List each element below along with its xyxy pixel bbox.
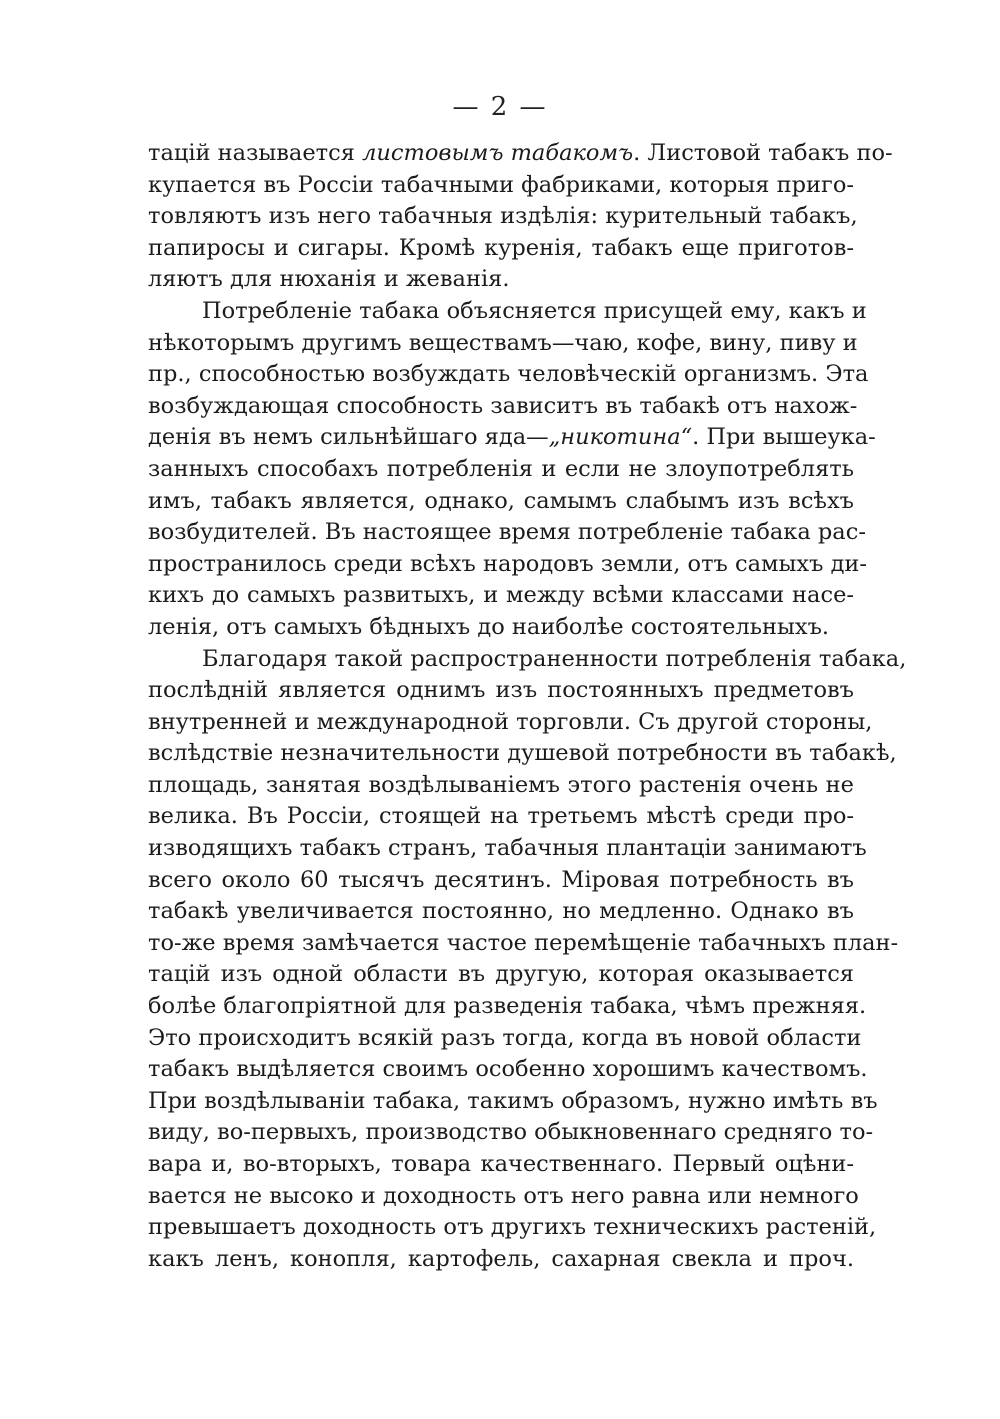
text-line: вслѣдствіе незначительности душевой потребности въ табакѣ,	[148, 740, 897, 767]
text-line: ленія, отъ самыхъ бѣдныхъ до наиболѣе состоятельныхъ.	[148, 613, 830, 640]
italic-term: „никотина“	[548, 424, 693, 451]
paragraph-2	[148, 296, 876, 644]
text-line: купается въ Россіи табачными фабриками, которыя приго-	[148, 171, 854, 198]
text-run: тацій называется	[148, 140, 363, 166]
text-line: возбудителей. Въ настоящее время потребленіе табака рас-	[148, 519, 866, 546]
text-line: болѣе благопріятной для разведенія табака, чѣмъ прежняя.	[148, 993, 867, 1020]
text-line: виду, во-первыхъ, производство обыкновеннаго средняго то-	[148, 1119, 874, 1146]
paragraph-1	[148, 138, 893, 296]
text-line: изводящихъ табакъ странъ, табачныя плантаціи занимаютъ	[148, 835, 867, 862]
text-line: послѣдній является однимъ изъ постоянныхъ предметовъ	[148, 677, 854, 704]
text-line: тацій изъ одной области въ другую, которая оказывается	[148, 961, 854, 988]
text-run: денія въ немъ сильнѣйшаго яда—	[148, 424, 549, 451]
text-line: При воздѣлываніи табака, такимъ образомъ, нужно имѣть въ	[148, 1087, 878, 1114]
text-line: пр., способностью возбуждать человѣческій организмъ. Эта	[148, 361, 869, 388]
text-line: велика. Въ Россіи, стоящей на третьемъ мѣстѣ среди про-	[148, 803, 854, 830]
italic-term: листовымъ табакомъ	[362, 140, 634, 166]
text-line: всего около 60 тысячъ десятинъ. Міровая потребность въ	[148, 866, 854, 893]
text-line: Потребленіе табака объясняется присущей ему, какъ и	[202, 297, 867, 324]
page-number: — 2 —	[452, 92, 548, 122]
text-line: превышаетъ доходность отъ другихъ техническихъ растеній,	[148, 1214, 877, 1241]
text-line: вается не высоко и доходность отъ него равна или немного	[148, 1182, 859, 1209]
text-line: внутренней и международной торговли. Съ другой стороны,	[148, 708, 873, 735]
body-text	[148, 138, 907, 1275]
text-line: табакъ выдѣляется своимъ особенно хорошимъ качествомъ.	[148, 1056, 868, 1083]
text-line	[148, 138, 893, 170]
text-line: возбуждающая способность зависитъ въ табакѣ отъ нахож-	[148, 392, 858, 419]
text-line: пространилось среди всѣхъ народовъ земли, отъ самыхъ ди-	[148, 550, 868, 577]
text-line: то-же время замѣчается частое перемѣщеніе табачныхъ план-	[148, 929, 899, 956]
text-line: вара и, во-вторыхъ, товара качественнаго. Первый оцѣни-	[148, 1151, 854, 1177]
text-line: Это происходитъ всякій разъ тогда, когда въ новой области	[148, 1024, 862, 1051]
text-run: . Листовой табакъ по-	[633, 140, 893, 166]
text-line: занныхъ способахъ потребленія и если не злоупотреблять	[148, 455, 854, 482]
text-line: папиросы и сигары. Кромѣ куренія, табакъ еще приготов-	[148, 234, 854, 261]
text-line: товляютъ изъ него табачныя издѣлія: курительный табакъ,	[148, 203, 858, 230]
text-run: . При вышеука-	[692, 424, 876, 451]
text-line: ляютъ для нюханія и жеванія.	[148, 266, 510, 293]
text-line: табакѣ увеличивается постоянно, но медленно. Однако въ	[148, 898, 854, 925]
text-line	[148, 422, 876, 454]
paragraph-3	[148, 644, 907, 1276]
text-line: имъ, табакъ является, однако, самымъ слабымъ изъ всѣхъ	[148, 487, 854, 514]
text-line: какъ ленъ, конопля, картофель, сахарная свекла и проч.	[148, 1245, 854, 1272]
text-line: кихъ до самыхъ развитыхъ, и между всѣми классами насе-	[148, 582, 854, 609]
text-line: Благодаря такой распространенности потребленія табака,	[202, 645, 907, 672]
text-line: площадь, занятая воздѣлываніемъ этого растенія очень не	[148, 771, 854, 798]
text-line: нѣкоторымъ другимъ веществамъ—чаю, кофе, вину, пиву и	[148, 329, 858, 356]
